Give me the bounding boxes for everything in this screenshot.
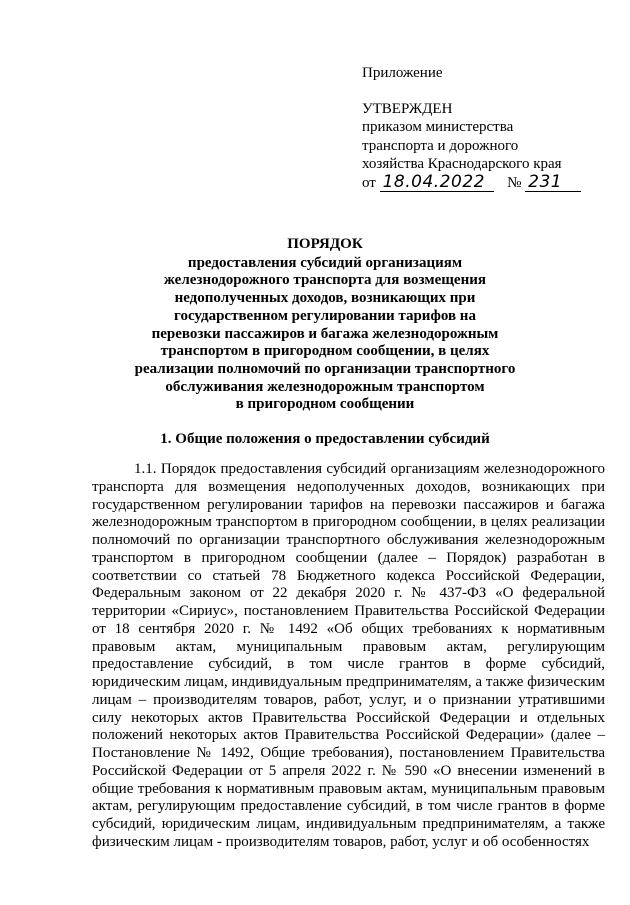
- title-line: обслуживания железнодорожным транспортом: [165, 378, 485, 395]
- title-line: перевозки пассажиров и багажа железнодорожным: [151, 325, 499, 342]
- number-label: №: [507, 174, 522, 191]
- title-line: предоставления субсидий организациям: [187, 254, 463, 271]
- title-line: в пригородном сообщении: [235, 396, 415, 413]
- title-line: реализации полномочий по организации транспортного: [134, 360, 516, 377]
- order-line-3: хозяйства Краснодарского края: [362, 156, 562, 172]
- paragraph-1-1: 1.1. Порядок предоставления субсидий организациям железнодорожного транспорта для возмещения недополученных доходов, возникающих при государственном регулировании тарифов на перевозки пассажиров и багажа железнодорожным транспортом в пригородном сообщении, в целях реализации полномочий по организации транспортного обслуживания железнодорожным транспортом в пригородном сообщении (далее – Порядок) разработан в соответствии со статьей 78 Бюджетного кодекса Российской Федерации, Федеральным законом от 22 декабря 2020 г. № 437-ФЗ «О федеральной территории «Сириус», постановлением Правительства Российской Федерации от 18 сентября 2020 г. № 1492 «Об общих требованиях к нормативным правовым актам, муниципальным правовым актам, регулирующим предоставление субсидий, в том числе грантов в форме субсидий, юридическим лицам, индивидуальным предпринимателям, а также физическим лицам – производителям товаров, работ, услуг, и о признании утратившими силу некоторых актов Правительства Российской Федерации и отдельных положений некоторых актов Правительства Российской Федерации» (далее – Постановление № 1492, Общие требования), постановлением Правительства Российской Федерации от 5 апреля 2022 г. № 590 «О внесении изменений в общие требования к нормативным правовым актам, муниципальным правовым актам, регулирующим предоставление субсидий, в том числе грантов в форме субсидий, юридическим лицам, индивидуальным предпринимателям, а также физическим лицам - производителям товаров, работ, услуг и об особенностях: [92, 461, 605, 850]
- document-title: [60, 236, 590, 414]
- appendix-label: Приложение: [362, 65, 443, 81]
- from-label: от: [362, 174, 376, 191]
- order-line-1: приказом министерства: [362, 119, 514, 135]
- section-heading: 1. Общие положения о предоставлении субсидий: [160, 431, 490, 447]
- title-line: недополученных доходов, возникающих при: [174, 290, 476, 307]
- title-heading: ПОРЯДОК: [287, 236, 363, 252]
- approval-block: [362, 64, 612, 194]
- title-line: государственном регулировании тарифов на: [174, 307, 476, 324]
- order-line-2: транспорта и дорожного: [362, 137, 519, 154]
- handwritten-number: 231: [525, 174, 581, 192]
- handwritten-date: 18.04.2022: [380, 174, 494, 192]
- title-line: транспортом в пригородном сообщении, в целях: [160, 343, 490, 360]
- title-line: железнодорожного транспорта для возмещения: [164, 272, 486, 289]
- approved-label: УТВЕРЖДЕН: [362, 100, 453, 117]
- date-number-line: [362, 171, 612, 194]
